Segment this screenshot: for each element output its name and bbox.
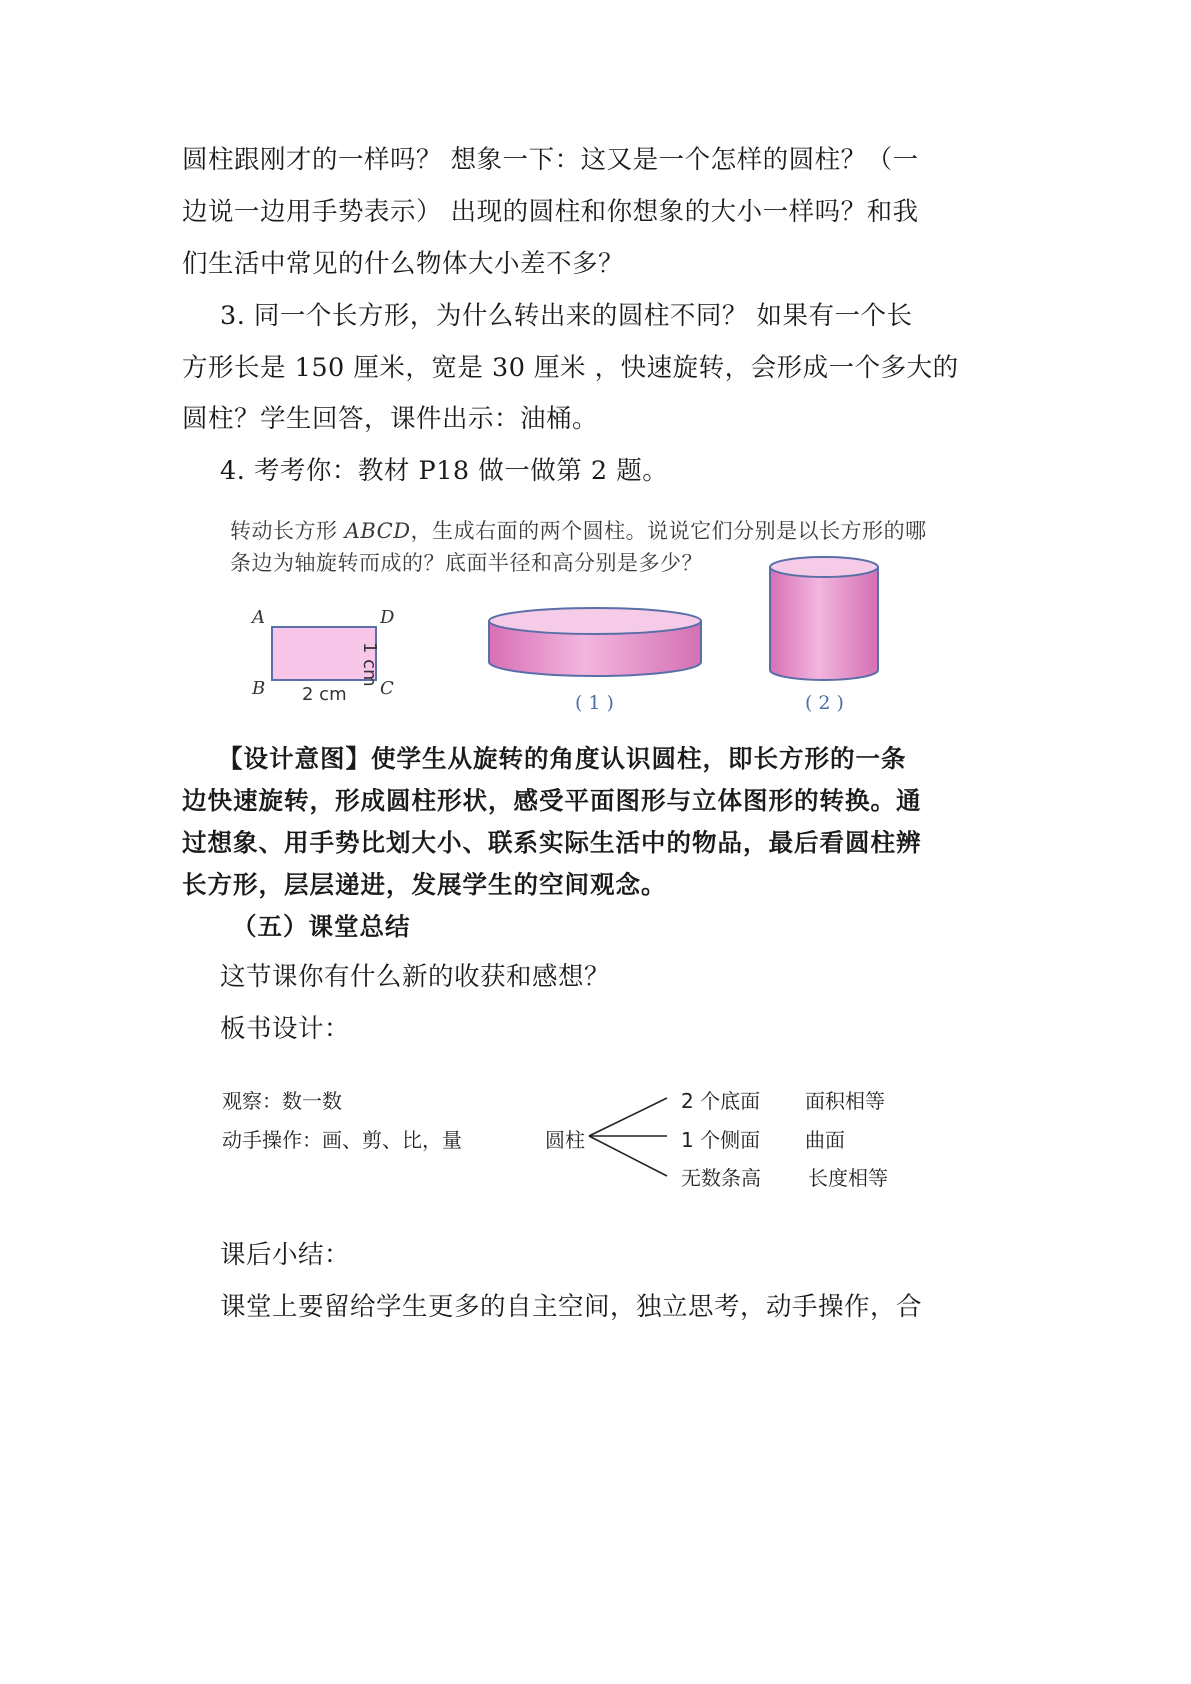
design-intent-line: 过想象、用手势比划大小、联系实际生活中的物品，最后看圆柱辨 — [182, 828, 922, 857]
after-class-text: 课堂上要留给学生更多的自主空间，独立思考，动手操作，合 — [220, 1292, 923, 1322]
design-intent-line: 【设计意图】使学生从旋转的角度认识圆柱，即长方形的一条 — [218, 744, 907, 773]
board-left-item: 观察：数一数 — [222, 1089, 342, 1113]
paragraph-line: 方形长是 150 厘米，宽是 30 厘米 ，快速旋转，会形成一个多大的 — [182, 353, 959, 383]
question-abcd: ABCD — [344, 519, 411, 543]
section-heading: （五）课堂总结 — [232, 912, 411, 941]
label-a: A — [252, 607, 265, 628]
label-d: D — [380, 607, 395, 628]
board-center-label: 圆柱 — [545, 1128, 585, 1152]
cylinder-2 — [770, 557, 878, 680]
label-c: C — [380, 678, 394, 699]
board-branch-item: 1 个侧面 — [681, 1128, 761, 1152]
paragraph-line: 圆柱？学生回答，课件出示：油桶。 — [182, 404, 599, 434]
board-branch-item: 无数条高 — [681, 1166, 761, 1190]
board-right-item: 长度相等 — [808, 1166, 888, 1190]
figure-question-line-1 — [230, 515, 927, 545]
summary-question: 这节课你有什么新的收获和感想？ — [220, 962, 611, 992]
after-class-title: 课后小结： — [220, 1240, 351, 1270]
board-branch-lines — [585, 1090, 675, 1190]
height-label: 1 cm — [359, 642, 380, 687]
board-right-item: 面积相等 — [805, 1089, 885, 1113]
paragraph-line: 4. 考考你：教材 P18 做一做第 2 题。 — [220, 456, 669, 486]
cylinder-1-label: (1) — [575, 692, 620, 714]
cylinder-1 — [489, 608, 701, 676]
cylinder-2-label: (2) — [805, 692, 850, 714]
board-branch-item: 2 个底面 — [681, 1089, 761, 1113]
design-intent-line: 长方形，层层递进，发展学生的空间观念。 — [182, 870, 667, 899]
figure-question-line-2: 条边为轴旋转而成的？底面半径和高分别是多少？ — [230, 551, 703, 575]
label-b: B — [252, 678, 266, 699]
width-label: 2 cm — [302, 684, 347, 705]
board-right-item: 曲面 — [805, 1128, 845, 1152]
board-left-item: 动手操作：画、剪、比，量 — [222, 1128, 462, 1152]
paragraph-line: 边说一边用手势表示） 出现的圆柱和你想象的大小一样吗？和我 — [182, 197, 919, 227]
question-text: ，生成右面的两个圆柱。说说它们分别是以长方形的哪 — [410, 519, 927, 543]
paragraph-line: 3. 同一个长方形，为什么转出来的圆柱不同？ 如果有一个长 — [220, 301, 913, 331]
paragraph-line: 圆柱跟刚才的一样吗？ 想象一下：这又是一个怎样的圆柱？（一 — [182, 145, 919, 175]
board-design-title: 板书设计： — [220, 1014, 351, 1044]
question-text: 转动长方形 — [230, 519, 345, 543]
paragraph-line: 们生活中常见的什么物体大小差不多？ — [182, 249, 625, 279]
design-intent-line: 边快速旋转，形成圆柱形状，感受平面图形与立体图形的转换。通 — [182, 786, 922, 815]
